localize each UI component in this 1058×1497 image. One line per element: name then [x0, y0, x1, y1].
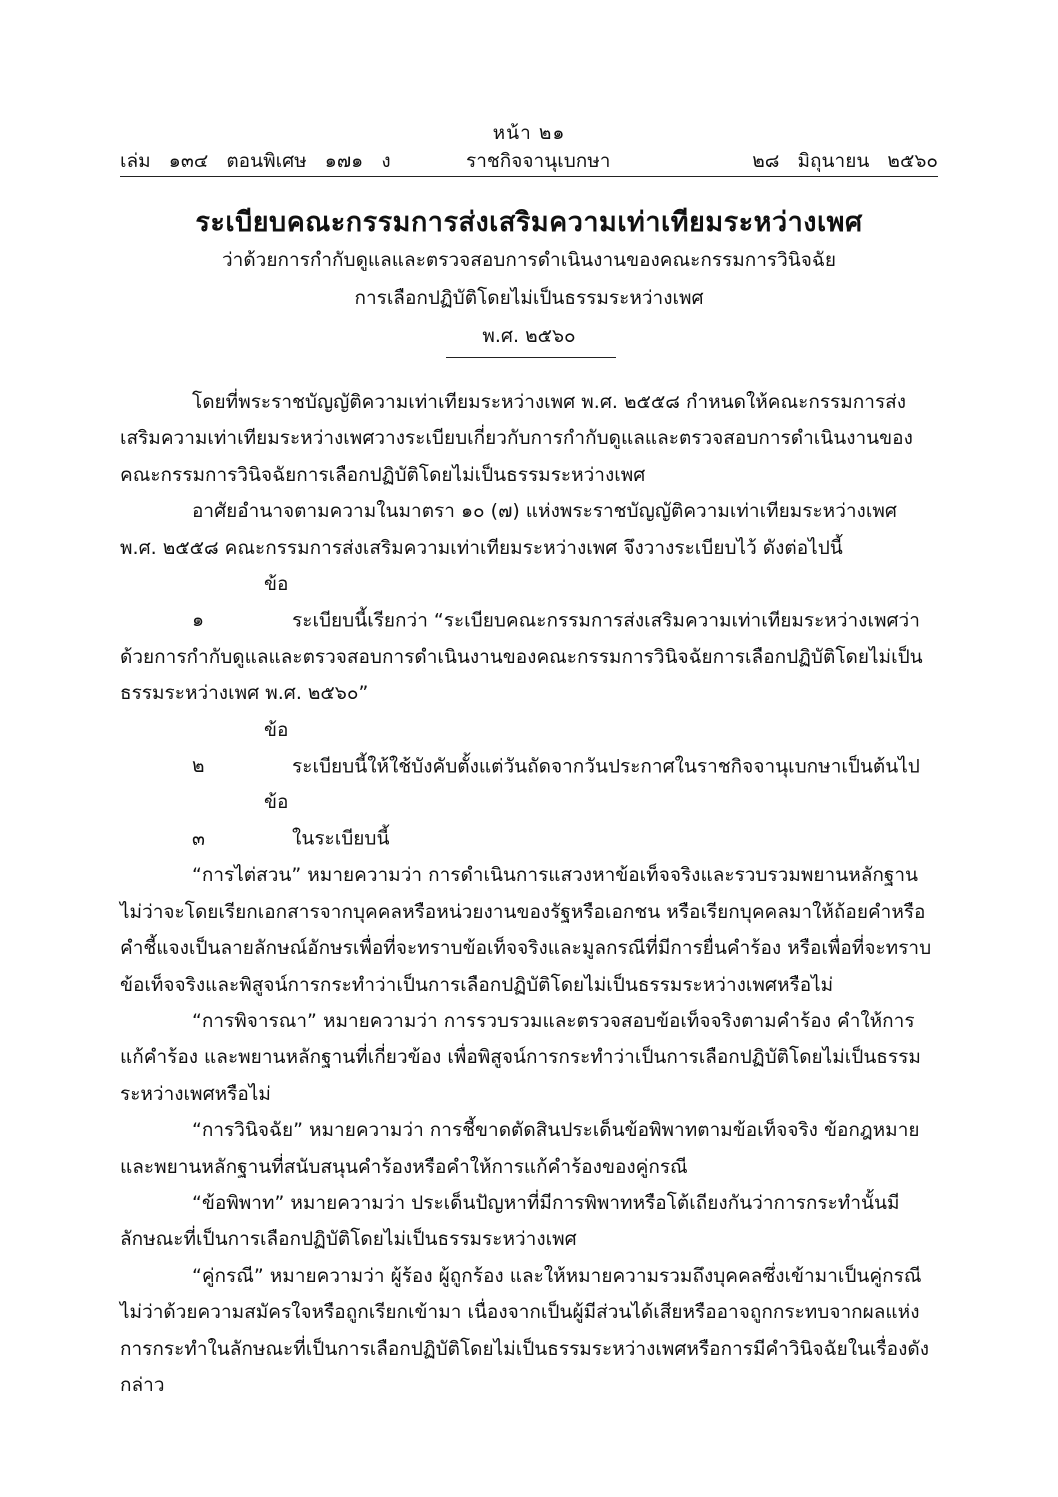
document-year: พ.ศ. ๒๕๖๐	[482, 325, 576, 347]
definition-investigation	[120, 857, 938, 1003]
volume-info: เล่ม ๑๓๔ ตอนพิเศษ ๑๗๑ ง	[120, 150, 391, 172]
title-divider	[446, 357, 616, 358]
document-title: ระเบียบคณะกรรมการส่งเสริมความเท่าเทียมระหว่างเพศ	[195, 207, 863, 238]
clause-2-label: ข้อ ๒	[192, 718, 289, 778]
clause-1-label: ข้อ ๑	[192, 573, 289, 632]
clause-3-label: ข้อ ๓	[192, 791, 289, 850]
preamble-paragraph: โดยที่พระราชบัญญัติความเท่าเทียมระหว่างเพศ พ.ศ. ๒๕๕๘ กำหนดให้คณะกรรมการส่งเสริมความเท่าเทียมระหว่างเพศวางระเบียบเกี่ยวกับการกำกับดูแลและตรวจสอบการดำเนินงานของคณะกรรมการวินิจฉัยการเลือกปฏิบัติโดยไม่เป็นธรรมระหว่างเพศ	[120, 391, 913, 486]
clause-3	[120, 784, 938, 857]
gazette-name: ราชกิจจานุเบกษา	[466, 150, 611, 172]
header-divider	[120, 176, 938, 177]
clause-3-text: ในระเบียบนี้	[292, 827, 390, 850]
authority-paragraph: อาศัยอำนาจตามความในมาตรา ๑๐ (๗) แห่งพระราชบัญญัติความเท่าเทียมระหว่างเพศ พ.ศ. ๒๕๕๘ คณะกรรมการส่งเสริมความเท่าเทียมระหว่างเพศ จึงวางระเบียบไว้ ดังต่อไปนี้	[120, 500, 897, 559]
clause-1-text: ระเบียบนี้เรียกว่า “ระเบียบคณะกรรมการส่งเสริมความเท่าเทียมระหว่างเพศว่าด้วยการกำกับดูแลและตรวจสอบการดำเนินงานของคณะกรรมการวินิจฉัยการเลือกปฏิบัติโดยไม่เป็นธรรมระหว่างเพศ พ.ศ. ๒๕๖๐”	[120, 609, 923, 705]
definition-text: หมายความว่า ผู้ร้อง ผู้ถูกร้อง และให้หมายความรวมถึงบุคคลซึ่งเข้ามาเป็นคู่กรณีไม่ว่าด้วยความสมัครใจหรือถูกเรียกเข้ามา เนื่องจากเป็นผู้มีส่วนได้เสียหรืออาจถูกกระทบจากผลแห่งการกระทำในลักษณะที่เป็นการเลือกปฏิบัติโดยไม่เป็นธรรมระหว่างเพศหรือการมีคำวินิจฉัยในเรื่องดังกล่าว	[120, 1264, 929, 1396]
publication-date: ๒๘ มิถุนายน ๒๕๖๐	[752, 150, 938, 172]
definition-term: “การวินิจฉัย”	[192, 1119, 303, 1142]
page-number: หน้า ๒๑	[492, 122, 566, 144]
definition-text: หมายความว่า การชี้ขาดตัดสินประเด็นข้อพิพาทตามข้อเท็จจริง ข้อกฎหมายและพยานหลักฐานที่สนับสนุนคำร้องหรือคำให้การแก้คำร้องของคู่กรณี	[120, 1119, 920, 1178]
clause-2	[120, 712, 938, 785]
definition-text: หมายความว่า การรวบรวมและตรวจสอบข้อเท็จจริงตามคำร้อง คำให้การแก้คำร้อง และพยานหลักฐานที่เกี่ยวข้อง เพื่อพิสูจน์การกระทำว่าเป็นการเลือกปฏิบัติโดยไม่เป็นธรรมระหว่างเพศหรือไม่	[120, 1009, 921, 1105]
definition-parties	[120, 1258, 938, 1404]
definition-text: หมายความว่า การดำเนินการแสวงหาข้อเท็จจริงและรวบรวมพยานหลักฐานไม่ว่าจะโดยเรียกเอกสารจากบุคคลหรือหน่วยงานของรัฐหรือเอกชน หรือเรียกบุคคลมาให้ถ้อยคำหรือคำชี้แจงเป็นลายลักษณ์อักษรเพื่อที่จะทราบข้อเท็จจริงและมูลกรณีที่มีการยื่นคำร้อง หรือเพื่อที่จะทราบข้อเท็จจริงและพิสูจน์การกระทำว่าเป็นการเลือกปฏิบัติโดยไม่เป็นธรรมระหว่างเพศหรือไม่	[120, 864, 932, 996]
definition-dispute	[120, 1185, 938, 1258]
definition-text: หมายความว่า ประเด็นปัญหาที่มีการพิพาทหรือโต้เถียงกันว่าการกระทำนั้นมีลักษณะที่เป็นการเลือกปฏิบัติโดยไม่เป็นธรรมระหว่างเพศ	[120, 1191, 900, 1251]
definition-term: “ข้อพิพาท”	[192, 1191, 285, 1214]
definition-consideration	[120, 1003, 938, 1112]
document-subtitle-line2: การเลือกปฏิบัติโดยไม่เป็นธรรมระหว่างเพศ	[354, 287, 704, 309]
definition-term: “การไต่สวน”	[192, 864, 302, 887]
definition-adjudication	[120, 1112, 938, 1185]
definition-term: “การพิจารณา”	[192, 1009, 317, 1032]
definition-term: “คู่กรณี”	[192, 1264, 264, 1287]
clause-1	[120, 566, 938, 712]
document-body	[120, 384, 938, 1403]
gazette-header	[120, 146, 938, 172]
clause-2-text: ระเบียบนี้ให้ใช้บังคับตั้งแต่วันถัดจากวันประกาศในราชกิจจานุเบกษาเป็นต้นไป	[292, 755, 920, 778]
document-subtitle-line1: ว่าด้วยการกำกับดูแลและตรวจสอบการดำเนินงานของคณะกรรมการวินิจฉัย	[221, 249, 837, 271]
